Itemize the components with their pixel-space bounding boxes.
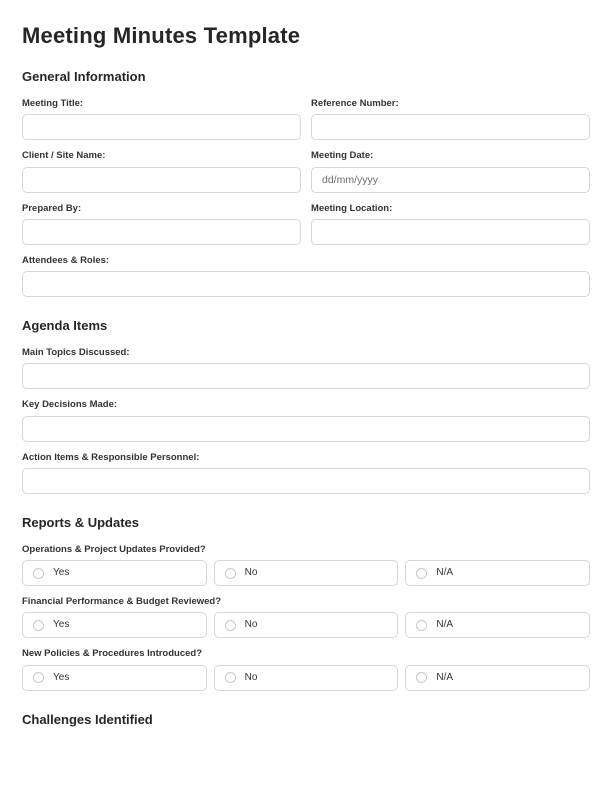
operations-updates-option-yes[interactable] — [22, 560, 207, 586]
question-financial-performance — [22, 596, 590, 638]
section-heading-challenges-identified: Challenges Identified — [22, 711, 153, 727]
radio-icon — [225, 620, 236, 631]
section-heading-reports-updates: Reports & Updates — [22, 515, 140, 531]
new-policies-question-label: New Policies & Procedures Introduced? — [22, 648, 203, 660]
section-heading-agenda-items: Agenda Items — [22, 318, 108, 334]
new-policies-option-no[interactable] — [214, 665, 399, 691]
meeting-location-label: Meeting Location: — [311, 202, 393, 214]
action-items-label: Action Items & Responsible Personnel: — [22, 451, 200, 463]
question-operations-updates — [22, 544, 590, 586]
operations-updates-question-label: Operations & Project Updates Provided? — [22, 543, 206, 555]
reference-number-label: Reference Number: — [311, 97, 399, 109]
operations-updates-option-na[interactable] — [405, 560, 590, 586]
page-title: Meeting Minutes Template — [22, 23, 301, 48]
field-action-items — [22, 452, 590, 494]
meeting-date-label: Meeting Date: — [311, 150, 374, 162]
new-policies-options — [22, 665, 590, 691]
client-site-name-input[interactable] — [22, 167, 301, 193]
field-meeting-date — [311, 150, 590, 192]
field-client-site-name — [22, 150, 301, 192]
prepared-by-label: Prepared By: — [22, 202, 82, 214]
main-topics-input[interactable] — [22, 363, 590, 389]
option-label: Yes — [53, 671, 70, 683]
radio-icon — [33, 620, 44, 631]
radio-icon — [33, 672, 44, 683]
option-label: N/A — [436, 619, 454, 631]
attendees-roles-input[interactable] — [22, 271, 590, 297]
general-information-grid — [22, 98, 590, 255]
meeting-title-label: Meeting Title: — [22, 97, 84, 109]
field-meeting-location — [311, 203, 590, 245]
option-label: N/A — [436, 671, 454, 683]
field-reference-number — [311, 98, 590, 140]
action-items-input[interactable] — [22, 468, 590, 494]
option-label: No — [244, 619, 258, 631]
field-main-topics — [22, 347, 590, 389]
reference-number-input[interactable] — [311, 114, 590, 140]
field-meeting-title — [22, 98, 301, 140]
question-new-policies — [22, 648, 590, 690]
field-key-decisions — [22, 399, 590, 441]
operations-updates-option-no[interactable] — [214, 560, 399, 586]
financial-performance-question-label: Financial Performance & Budget Reviewed? — [22, 596, 222, 608]
prepared-by-input[interactable] — [22, 219, 301, 245]
option-label: Yes — [53, 567, 70, 579]
main-topics-label: Main Topics Discussed: — [22, 346, 130, 358]
new-policies-option-na[interactable] — [405, 665, 590, 691]
option-label: No — [244, 567, 258, 579]
meeting-title-input[interactable] — [22, 114, 301, 140]
meeting-location-input[interactable] — [311, 219, 590, 245]
radio-icon — [416, 672, 427, 683]
key-decisions-input[interactable] — [22, 416, 590, 442]
radio-icon — [416, 568, 427, 579]
financial-performance-option-na[interactable] — [405, 612, 590, 638]
radio-icon — [416, 620, 427, 631]
attendees-roles-label: Attendees & Roles: — [22, 254, 110, 266]
field-prepared-by — [22, 203, 301, 245]
field-attendees-roles — [22, 255, 590, 297]
financial-performance-option-yes[interactable] — [22, 612, 207, 638]
meeting-date-input[interactable] — [311, 167, 590, 193]
radio-icon — [33, 568, 44, 579]
radio-icon — [225, 568, 236, 579]
option-label: Yes — [53, 619, 70, 631]
financial-performance-options — [22, 612, 590, 638]
financial-performance-option-no[interactable] — [214, 612, 399, 638]
key-decisions-label: Key Decisions Made: — [22, 399, 118, 411]
option-label: No — [244, 671, 258, 683]
new-policies-option-yes[interactable] — [22, 665, 207, 691]
radio-icon — [225, 672, 236, 683]
operations-updates-options — [22, 560, 590, 586]
section-heading-general-information: General Information — [22, 69, 146, 85]
option-label: N/A — [436, 567, 454, 579]
client-site-name-label: Client / Site Name: — [22, 150, 106, 162]
